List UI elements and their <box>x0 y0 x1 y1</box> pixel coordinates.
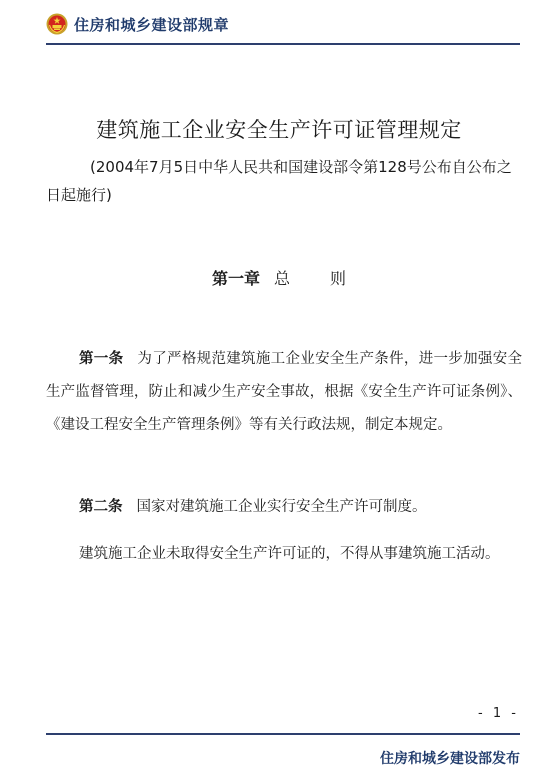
article-2-text: 国家对建筑施工企业实行安全生产许可制度。 <box>136 499 427 515</box>
chapter-name-part2: 则 <box>330 269 347 288</box>
chapter-number: 第一章 <box>211 269 260 288</box>
document-subtitle: (2004年7月5日中华人民共和国建设部令第128号公布自公布之日起施行) <box>46 158 512 204</box>
article-2-label: 第二条 <box>79 499 123 515</box>
document-title: 建筑施工企业安全生产许可证管理规定 <box>96 118 462 142</box>
article-1-label: 第一条 <box>79 351 124 367</box>
page-header <box>46 9 229 39</box>
article-2-paragraph: 建筑施工企业未取得安全生产许可证的，不得从事建筑施工活动。 <box>79 546 500 562</box>
article-1-text: 为了严格规范建筑施工企业安全生产条件，进一步加强安全生产监督管理，防止和减少生产安全事故，根据《安全生产许可证条例》、《建设工程安全生产管理条例》等有关行政法规，制定本规定。 <box>46 351 523 433</box>
header-divider <box>46 43 520 45</box>
national-emblem-icon <box>46 13 68 35</box>
article-1 <box>46 343 522 442</box>
chapter-heading <box>0 266 558 289</box>
page-number: - 1 - <box>478 706 519 721</box>
chapter-name-part1: 总 <box>273 269 290 288</box>
footer-divider <box>46 733 520 735</box>
article-2 <box>46 491 522 524</box>
footer-publisher: 住房和城乡建设部发布 <box>380 751 520 767</box>
header-title: 住房和城乡建设部规章 <box>74 15 230 34</box>
